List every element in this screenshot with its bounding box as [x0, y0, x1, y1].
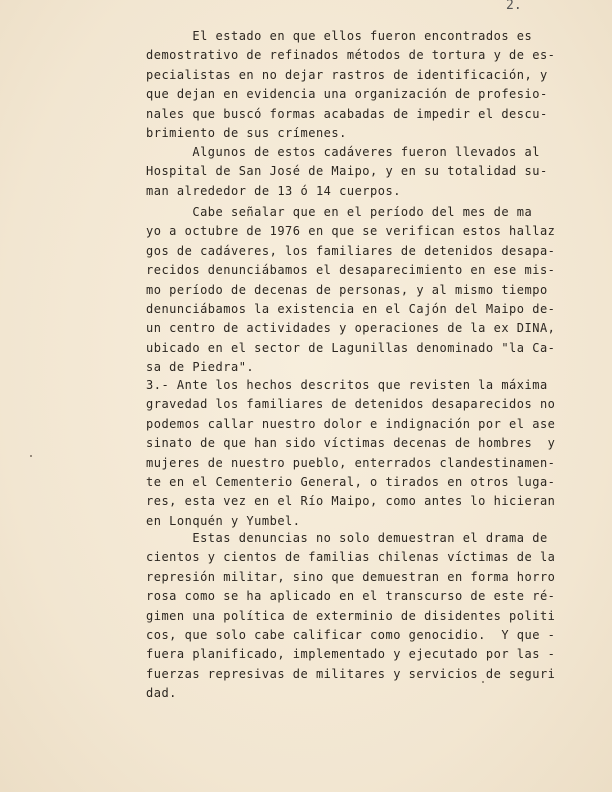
text-line: que dejan en evidencia una organización de profesio-: [146, 87, 548, 102]
text-line: brimiento de sus crímenes.: [146, 125, 347, 140]
paragraph-estado: [146, 27, 555, 143]
text-line: Hospital de San José de Maipo, y en su totalidad su-: [146, 164, 548, 179]
text-line: sa de Piedra".: [146, 360, 255, 375]
text-line: en Lonquén y Yumbel.: [146, 513, 301, 528]
text-line: mo período de decenas de personas, y al mismo tiempo: [146, 282, 548, 297]
paragraph-cadaveres: [146, 143, 548, 201]
text-line: gimen una política de exterminio de disidentes politi: [146, 608, 556, 623]
text-line: denunciábamos la existencia en el Cajón del Maipo de-: [146, 301, 556, 316]
text-line: gravedad los familiares de detenidos desaparecidos no: [146, 397, 556, 412]
paragraph-3-ante-los-hechos: [146, 376, 555, 531]
text-line: fuerzas represivas de militares y servicios de seguri: [146, 666, 556, 681]
text-line: dad.: [146, 686, 177, 701]
text-line: ubicado en el sector de Lagunillas denominado "la Ca-: [146, 340, 556, 355]
text-line: cientos y cientos de familias chilenas víctimas de la: [146, 550, 556, 565]
text-line: fuera planificado, implementado y ejecutado por las -: [146, 647, 556, 662]
paragraph-estas-denuncias: [146, 529, 555, 704]
text-line: cos, que solo cabe calificar como genocidio. Y que -: [146, 627, 556, 642]
text-line: 3.- Ante los hechos descritos que revisten la máxima: [146, 378, 548, 392]
text-line: yo a octubre de 1976 en que se verifican estos hallaz: [146, 224, 556, 239]
text-line: Estas denuncias no solo demuestran el drama de: [146, 531, 548, 545]
text-line: demostrativo de refinados métodos de tortura y de es-: [146, 48, 556, 63]
text-line: gos de cadáveres, los familiares de detenidos desapa-: [146, 243, 556, 258]
text-line: sinato de que han sido víctimas decenas de hombres y: [146, 436, 556, 451]
text-line: mujeres de nuestro pueblo, enterrados clandestinamen-: [146, 455, 556, 470]
text-line: te en el Cementerio General, o tirados en otros luga-: [146, 474, 556, 489]
paper-speck: [482, 681, 484, 683]
text-line: recidos denunciábamos el desaparecimiento en ese mis-: [146, 263, 556, 278]
paragraph-cabe-senalar: [146, 203, 555, 378]
page-number: 2.: [506, 0, 522, 13]
text-line: un centro de actividades y operaciones de la ex DINA,: [146, 321, 556, 336]
text-line: pecialistas en no dejar rastros de identificación, y: [146, 67, 548, 82]
text-line: Algunos de estos cadáveres fueron llevados al: [146, 145, 540, 159]
text-line: El estado en que ellos fueron encontrados es: [146, 29, 533, 43]
text-line: res, esta vez en el Río Maipo, como antes lo hicieran: [146, 494, 556, 509]
text-line: nales que buscó formas acabadas de impedir el descu-: [146, 106, 548, 121]
text-line: rosa como se ha aplicado en el transcurso de este ré-: [146, 589, 556, 604]
text-line: podemos callar nuestro dolor e indignación por el ase: [146, 416, 556, 431]
text-line: represión militar, sino que demuestran en forma horro: [146, 569, 556, 584]
paper-speck: [30, 455, 32, 457]
text-line: man alrededor de 13 ó 14 cuerpos.: [146, 183, 401, 198]
text-line: Cabe señalar que en el período del mes de ma: [146, 205, 533, 219]
